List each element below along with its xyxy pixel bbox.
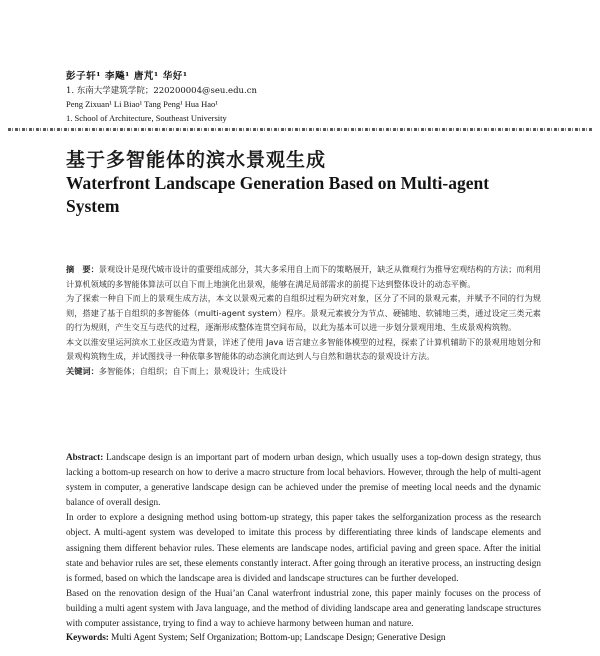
keywords-cn-text: 多智能体；自组织；自下而上；景观设计；生成设计: [98, 365, 288, 376]
abstract-cn-para-2: 为了探索一种自下而上的景观生成方法，本文以景观元素的自组织过程为研究对象，区分了不同的景观元素，并赋予不同的行为规则，搭建了基于自组织的多智能体（multi-agent system）程序。景观元素被分为节点、硬铺地、软铺地三类，通过设定三类元素的行为规则，产生交互与迭代的过程，逐渐形成整体连贯空间布局，以此为基本可以进一步划分景观用地、生成景观构筑物。: [66, 293, 541, 332]
keywords-en-label: Keywords:: [66, 632, 109, 642]
abstract-en-label: Abstract:: [66, 452, 104, 462]
abstract-chinese: [66, 262, 541, 378]
header-divider: [8, 128, 592, 131]
title-chinese: 基于多智能体的滨水景观生成: [66, 149, 327, 171]
abstract-en-para-2: In order to explore a designing method using bottom-up strategy, this paper takes the selforganization process as the research object. A multi-agent system was developed to imitate this process by differentiating three kinds of landscape elements and assigning them different behavior rules. These elements are landscape nodes, artificial paving and green space. After the initial state and behavior rules are set, these elements constantly interact. After going through an iterative process, an instructing design is formed, based on which the landscape area is divided and landscape structures can be further developed.: [66, 512, 541, 583]
keywords-en: [66, 632, 541, 642]
abstract-en-text-1: Landscape design is an important part of modern urban design, which usually uses a top-down design strategy, thus lacking a bottom-up research on how to derive a macro structure from local behaviors. However, through the help of multi-agent system in computer, a generative landscape design can be achieved under the premise of meeting local needs and the dynamic balance of overall design.: [66, 452, 541, 508]
authors-chinese: 彭子轩¹ 李飚¹ 唐芃¹ 华好¹: [66, 71, 188, 82]
affiliation-chinese: 1. 东南大学建筑学院；220200004@seu.edu.cn: [66, 86, 257, 96]
authors-english: Peng Zixuan¹ Li Biao¹ Tang Peng¹ Hua Hao¹: [66, 99, 218, 109]
keywords-en-text: Multi Agent System; Self Organization; Bottom-up; Landscape Design; Generative Design: [111, 632, 446, 642]
abstract-cn-para-1: [66, 262, 541, 291]
keywords-cn-label: 关键词：: [66, 365, 99, 376]
abstract-cn-para-3: 本文以淮安里运河滨水工业区改造为背景，详述了使用 Java 语言建立多智能体模型的过程，探索了计算机辅助下的景观用地划分和景观构筑物生成，并试图找寻一种依靠多智能体的动态演化而达到人与自然和谐状态的景观设计方法。: [66, 336, 541, 361]
affiliation-english: 1. School of Architecture, Southeast University: [66, 113, 227, 123]
title-english: Waterfront Landscape Generation Based on Multi-agent System: [66, 173, 490, 216]
abstract-english: [66, 450, 541, 631]
abstract-en-para-1: [66, 450, 541, 510]
abstract-en-para-3: Based on the renovation design of the Huai’an Canal waterfront industrial zone, this paper mainly focuses on the process of building a multi agent system with Java language, and the method of dividing landscape area and generating landscape structures with computer assistance, trying to find a way to achieve harmony between human and nature.: [66, 587, 541, 629]
keywords-cn: [66, 364, 541, 379]
abstract-cn-text-1: 景观设计是现代城市设计的重要组成部分，其大多采用自上而下的策略展开，缺乏从微观行为推导宏观结构的方法；而利用计算机领域的多智能体算法可以自下而上地演化出景观，能够在满足局部需求的前提下达到整体设计的动态平衡。: [66, 264, 541, 289]
abstract-cn-label: 摘 要：: [66, 264, 99, 274]
